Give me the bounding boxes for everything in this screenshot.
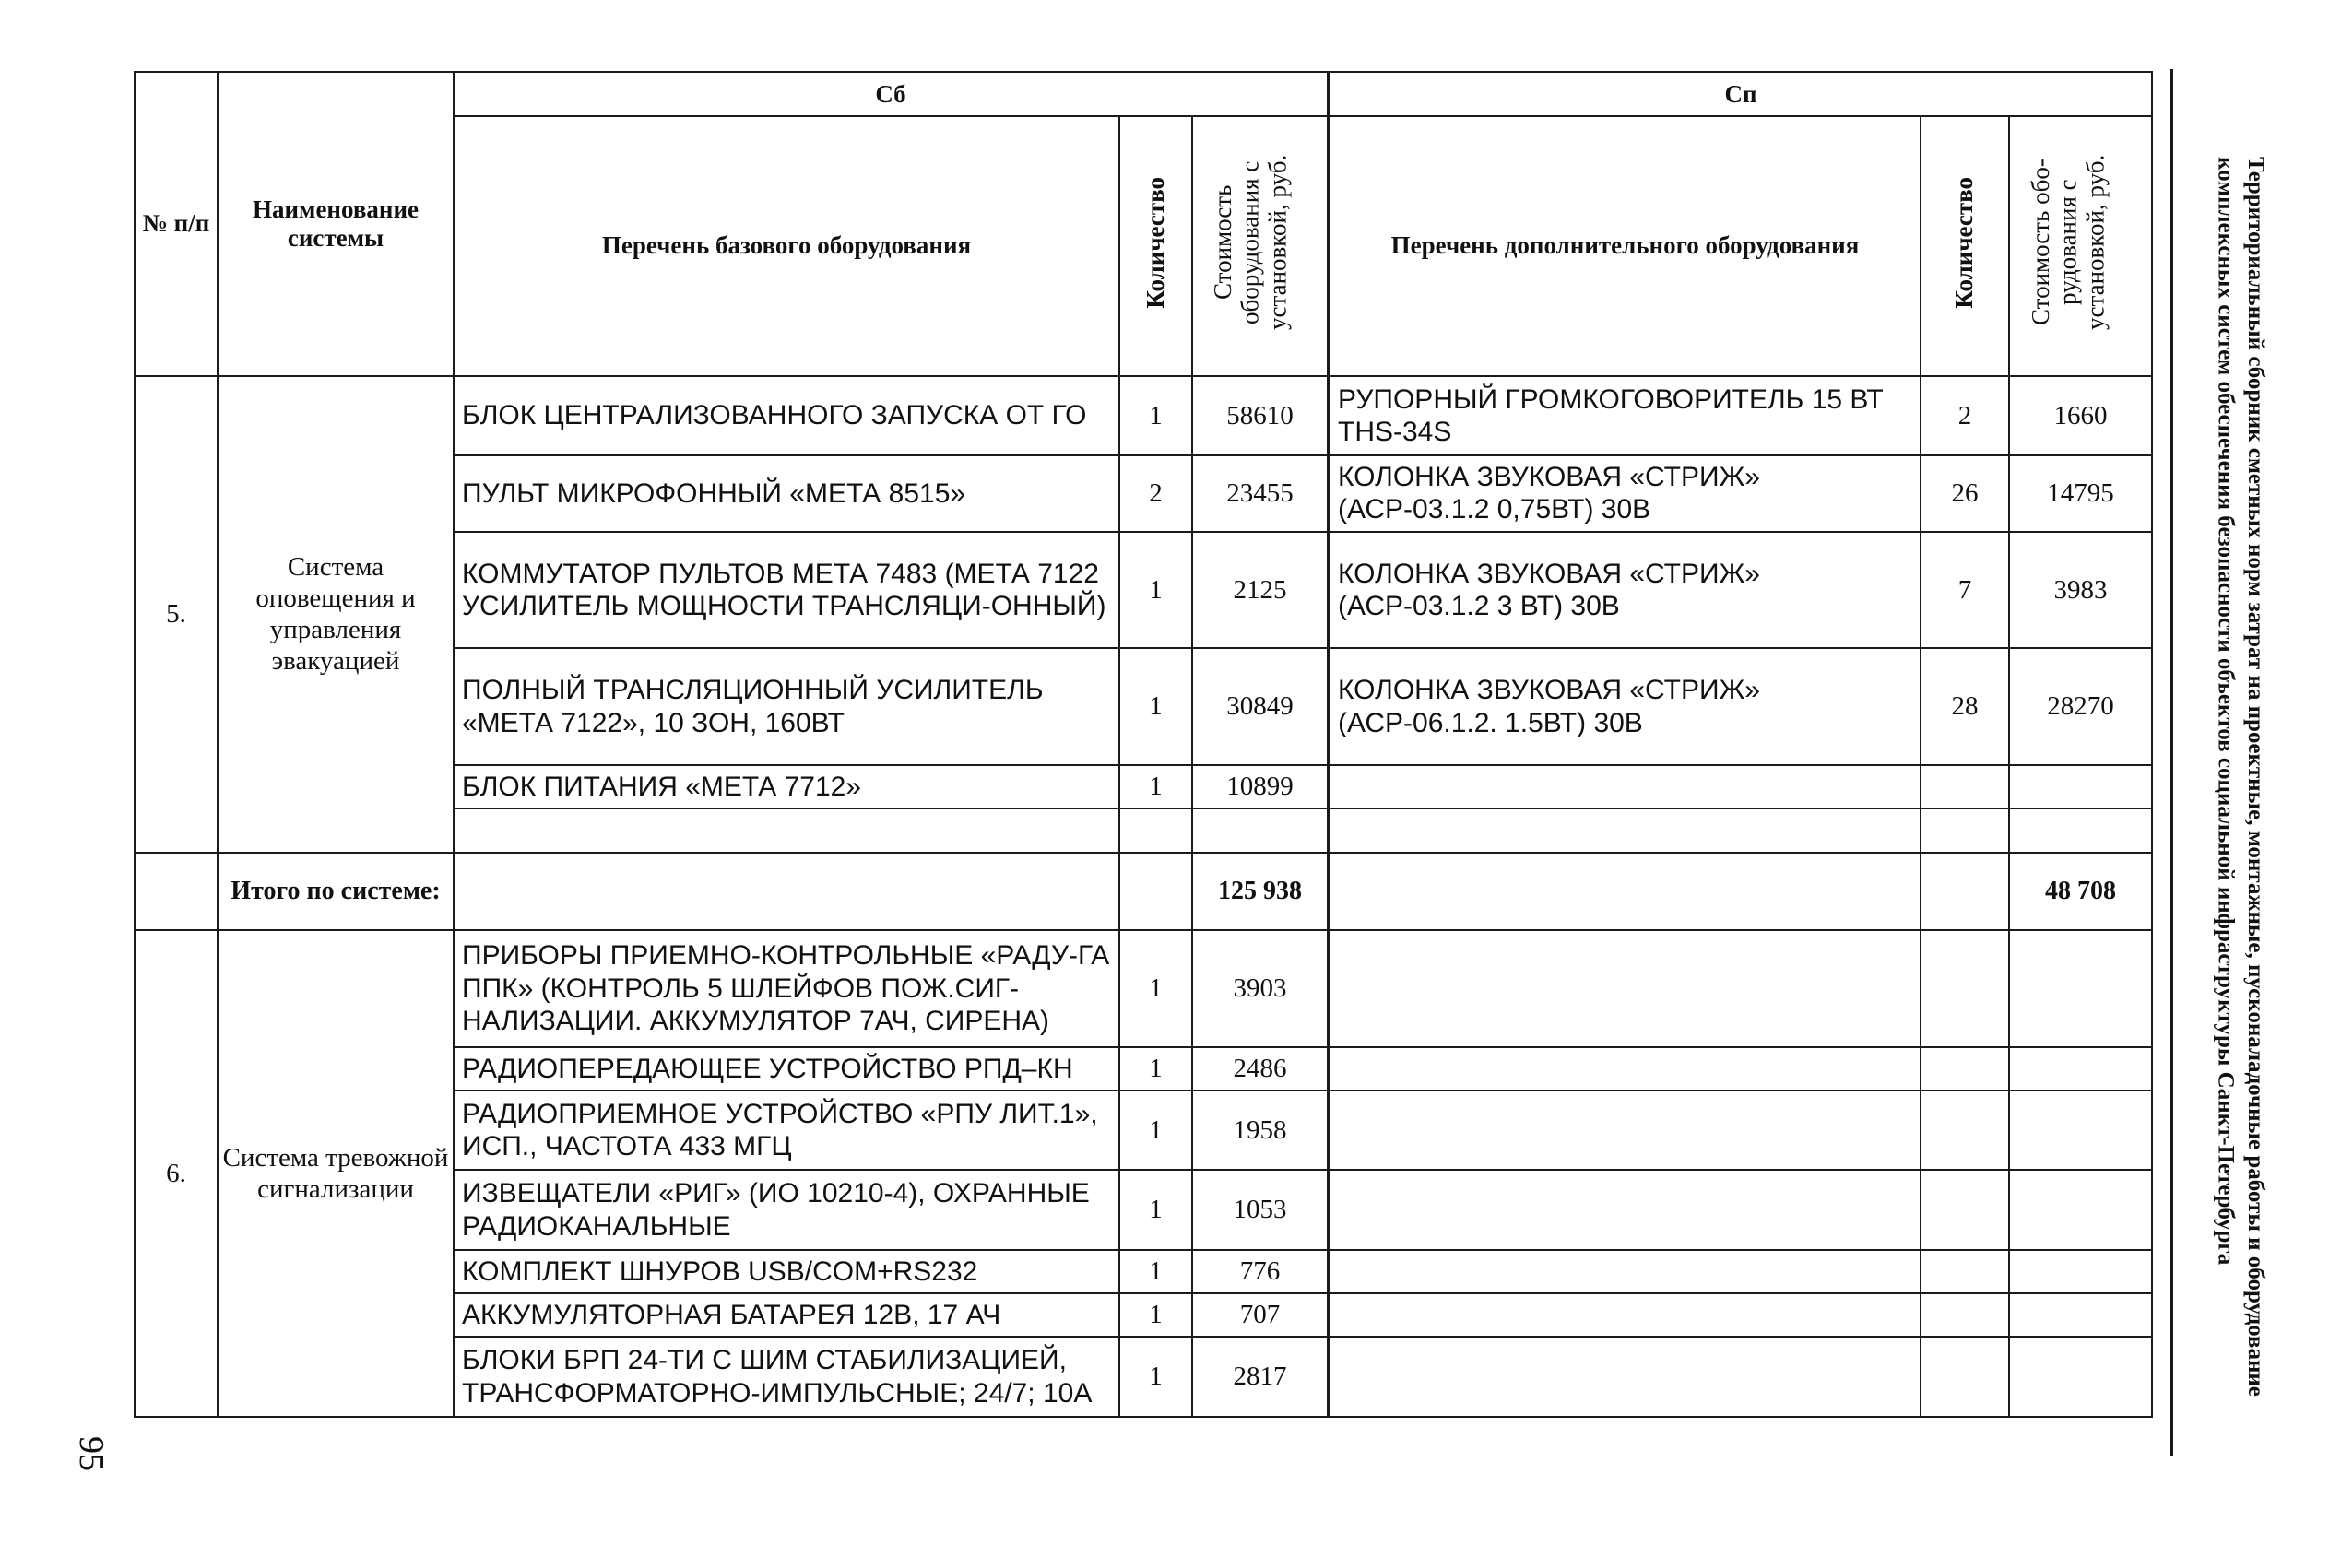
base-cost: 707 — [1192, 1293, 1329, 1337]
base-cost: 10899 — [1192, 765, 1329, 808]
extra-cost: 28270 — [2009, 648, 2152, 765]
extra-cost — [2009, 765, 2152, 808]
extra-item — [1329, 1091, 1921, 1170]
header-system-name: Наименование системы — [218, 72, 454, 376]
side-running-title — [2187, 157, 2270, 1397]
extra-item: КОЛОНКА ЗВУКОВАЯ «СТРИЖ» (АСР-03.1.2 3 ВТ) 30В — [1329, 532, 1921, 649]
total-row — [135, 853, 2152, 930]
extra-item — [1329, 1047, 1921, 1091]
side-rule — [2170, 69, 2173, 1456]
side-title-line-2: комплексных систем обеспечения безопасности объектов социальной инфраструктуры Санкт-Петербурга — [2213, 157, 2239, 1266]
base-cost — [1192, 808, 1329, 852]
extra-qty — [1921, 1047, 2009, 1091]
extra-item — [1329, 1250, 1921, 1293]
extra-qty — [1921, 1091, 2009, 1170]
extra-cost: 14795 — [2009, 455, 2152, 531]
base-cost: 2817 — [1192, 1337, 1329, 1417]
base-qty: 1 — [1119, 1293, 1192, 1337]
side-title-line-1: Территориальный сборник сметных норм затрат на проектные, монтажные, пусконаладочные работы и оборудование — [2243, 157, 2268, 1397]
base-cost: 58610 — [1192, 376, 1329, 455]
extra-cost — [2009, 1047, 2152, 1091]
extra-cost: 1660 — [2009, 376, 2152, 455]
base-qty: 1 — [1119, 376, 1192, 455]
extra-item: КОЛОНКА ЗВУКОВАЯ «СТРИЖ» (АСР-03.1.2 0,75ВТ) 30В — [1329, 455, 1921, 531]
base-item: ПОЛНЫЙ ТРАНСЛЯЦИОННЫЙ УСИЛИТЕЛЬ «МЕТА 7122», 10 ЗОН, 160ВТ — [454, 648, 1119, 765]
base-qty: 1 — [1119, 1250, 1192, 1293]
extra-cost — [2009, 1337, 2152, 1417]
total-base: 125 938 — [1192, 853, 1329, 930]
section-5-no: 5. — [135, 376, 218, 853]
base-qty: 1 — [1119, 532, 1192, 649]
base-cost: 776 — [1192, 1250, 1329, 1293]
section-6-system: Система тревожной сигнализации — [218, 930, 454, 1417]
base-qty: 1 — [1119, 648, 1192, 765]
extra-item — [1329, 1337, 1921, 1417]
total-empty-extra — [1329, 853, 1921, 930]
header-cost-base — [1192, 116, 1329, 376]
base-item: ИЗВЕЩАТЕЛИ «РИГ» (ИО 10210-4), ОХРАННЫЕ РАДИОКАНАЛЬНЫЕ — [454, 1170, 1119, 1249]
base-item: БЛОК ЦЕНТРАЛИЗОВАННОГО ЗАПУСКА ОТ ГО — [454, 376, 1119, 455]
base-cost: 3903 — [1192, 930, 1329, 1047]
base-qty: 1 — [1119, 1337, 1192, 1417]
qty-extra-label: Количество — [1950, 177, 1979, 309]
extra-qty — [1921, 1337, 2009, 1417]
extra-qty — [1921, 930, 2009, 1047]
extra-item: РУПОРНЫЙ ГРОМКОГОВОРИТЕЛЬ 15 ВТ THS-34S — [1329, 376, 1921, 455]
extra-qty: 2 — [1921, 376, 2009, 455]
extra-item — [1329, 1293, 1921, 1337]
base-item: РАДИОПЕРЕДАЮЩЕЕ УСТРОЙСТВО РПД–КН — [454, 1047, 1119, 1091]
header-qty-base — [1119, 116, 1192, 376]
extra-item — [1329, 765, 1921, 808]
extra-qty — [1921, 1293, 2009, 1337]
base-qty — [1119, 808, 1192, 852]
extra-cost: 3983 — [2009, 532, 2152, 649]
qty-base-label: Количество — [1141, 177, 1169, 309]
base-qty: 1 — [1119, 1047, 1192, 1091]
extra-cost — [2009, 1170, 2152, 1249]
base-item: РАДИОПРИЕМНОЕ УСТРОЙСТВО «РПУ ЛИТ.1», ИСП., ЧАСТОТА 433 МГЦ — [454, 1091, 1119, 1170]
extra-qty — [1921, 1250, 2009, 1293]
cost-extra-label: Стоимость обо- рудования с установкой, руб. — [2027, 155, 2110, 331]
header-sb: Сб — [454, 72, 1329, 116]
extra-cost — [2009, 808, 2152, 852]
extra-qty: 7 — [1921, 532, 2009, 649]
base-cost: 2125 — [1192, 532, 1329, 649]
base-cost: 1958 — [1192, 1091, 1329, 1170]
total-extra: 48 708 — [2009, 853, 2152, 930]
page-number: 95 — [72, 1436, 111, 1471]
base-item: ПУЛЬТ МИКРОФОННЫЙ «МЕТА 8515» — [454, 455, 1119, 531]
header-cost-extra — [2009, 116, 2152, 376]
base-qty: 1 — [1119, 1091, 1192, 1170]
extra-cost — [2009, 1293, 2152, 1337]
table-row — [135, 930, 2152, 1047]
extra-item — [1329, 1170, 1921, 1249]
base-item: БЛОК ПИТАНИЯ «МЕТА 7712» — [454, 765, 1119, 808]
extra-cost — [2009, 1250, 2152, 1293]
equipment-table — [134, 71, 2153, 1418]
base-qty: 1 — [1119, 1170, 1192, 1249]
extra-cost — [2009, 1091, 2152, 1170]
cost-base-label: Стоимость оборудования с установкой, руб. — [1208, 155, 1291, 331]
extra-qty — [1921, 1170, 2009, 1249]
table-row — [135, 376, 2152, 455]
header-qty-extra — [1921, 116, 2009, 376]
base-cost: 23455 — [1192, 455, 1329, 531]
section-6-no: 6. — [135, 930, 218, 1417]
header-extra-list: Перечень дополнительного оборудования — [1329, 116, 1921, 376]
base-item: ПРИБОРЫ ПРИЕМНО-КОНТРОЛЬНЫЕ «РАДУ-ГА ППК» (КОНТРОЛЬ 5 ШЛЕЙФОВ ПОЖ.СИГ-НАЛИЗАЦИИ. АККУМУЛЯТОР 7АЧ, СИРЕНА) — [454, 930, 1119, 1047]
section-5-system: Система оповещения и управления эвакуацией — [218, 376, 454, 853]
total-label: Итого по системе: — [218, 853, 454, 930]
base-qty: 1 — [1119, 765, 1192, 808]
extra-item: КОЛОНКА ЗВУКОВАЯ «СТРИЖ» (АСР-06.1.2. 1.5ВТ) 30В — [1329, 648, 1921, 765]
total-empty-qty — [1119, 853, 1192, 930]
base-cost: 2486 — [1192, 1047, 1329, 1091]
extra-qty: 26 — [1921, 455, 2009, 531]
base-item: КОМПЛЕКТ ШНУРОВ USB/COM+RS232 — [454, 1250, 1119, 1293]
header-no: № п/п — [135, 72, 218, 376]
extra-qty — [1921, 765, 2009, 808]
base-cost: 30849 — [1192, 648, 1329, 765]
base-item — [454, 808, 1119, 852]
base-cost: 1053 — [1192, 1170, 1329, 1249]
header-base-list: Перечень базового оборудования — [454, 116, 1119, 376]
total-empty-extra-qty — [1921, 853, 2009, 930]
base-item: БЛОКИ БРП 24-ТИ С ШИМ СТАБИЛИЗАЦИЕЙ, ТРАНСФОРМАТОРНО-ИМПУЛЬСНЫЕ; 24/7; 10А — [454, 1337, 1119, 1417]
base-qty: 2 — [1119, 455, 1192, 531]
header-sp: Сп — [1329, 72, 2152, 116]
extra-qty: 28 — [1921, 648, 2009, 765]
total-empty-base — [454, 853, 1119, 930]
extra-cost — [2009, 930, 2152, 1047]
extra-item — [1329, 930, 1921, 1047]
extra-item — [1329, 808, 1921, 852]
base-qty: 1 — [1119, 930, 1192, 1047]
extra-qty — [1921, 808, 2009, 852]
base-item: КОММУТАТОР ПУЛЬТОВ МЕТА 7483 (МЕТА 7122 УСИЛИТЕЛЬ МОЩНОСТИ ТРАНСЛЯЦИ-ОННЫЙ) — [454, 532, 1119, 649]
base-item: АККУМУЛЯТОРНАЯ БАТАРЕЯ 12В, 17 АЧ — [454, 1293, 1119, 1337]
header-row-1 — [135, 72, 2152, 116]
total-empty-no — [135, 853, 218, 930]
